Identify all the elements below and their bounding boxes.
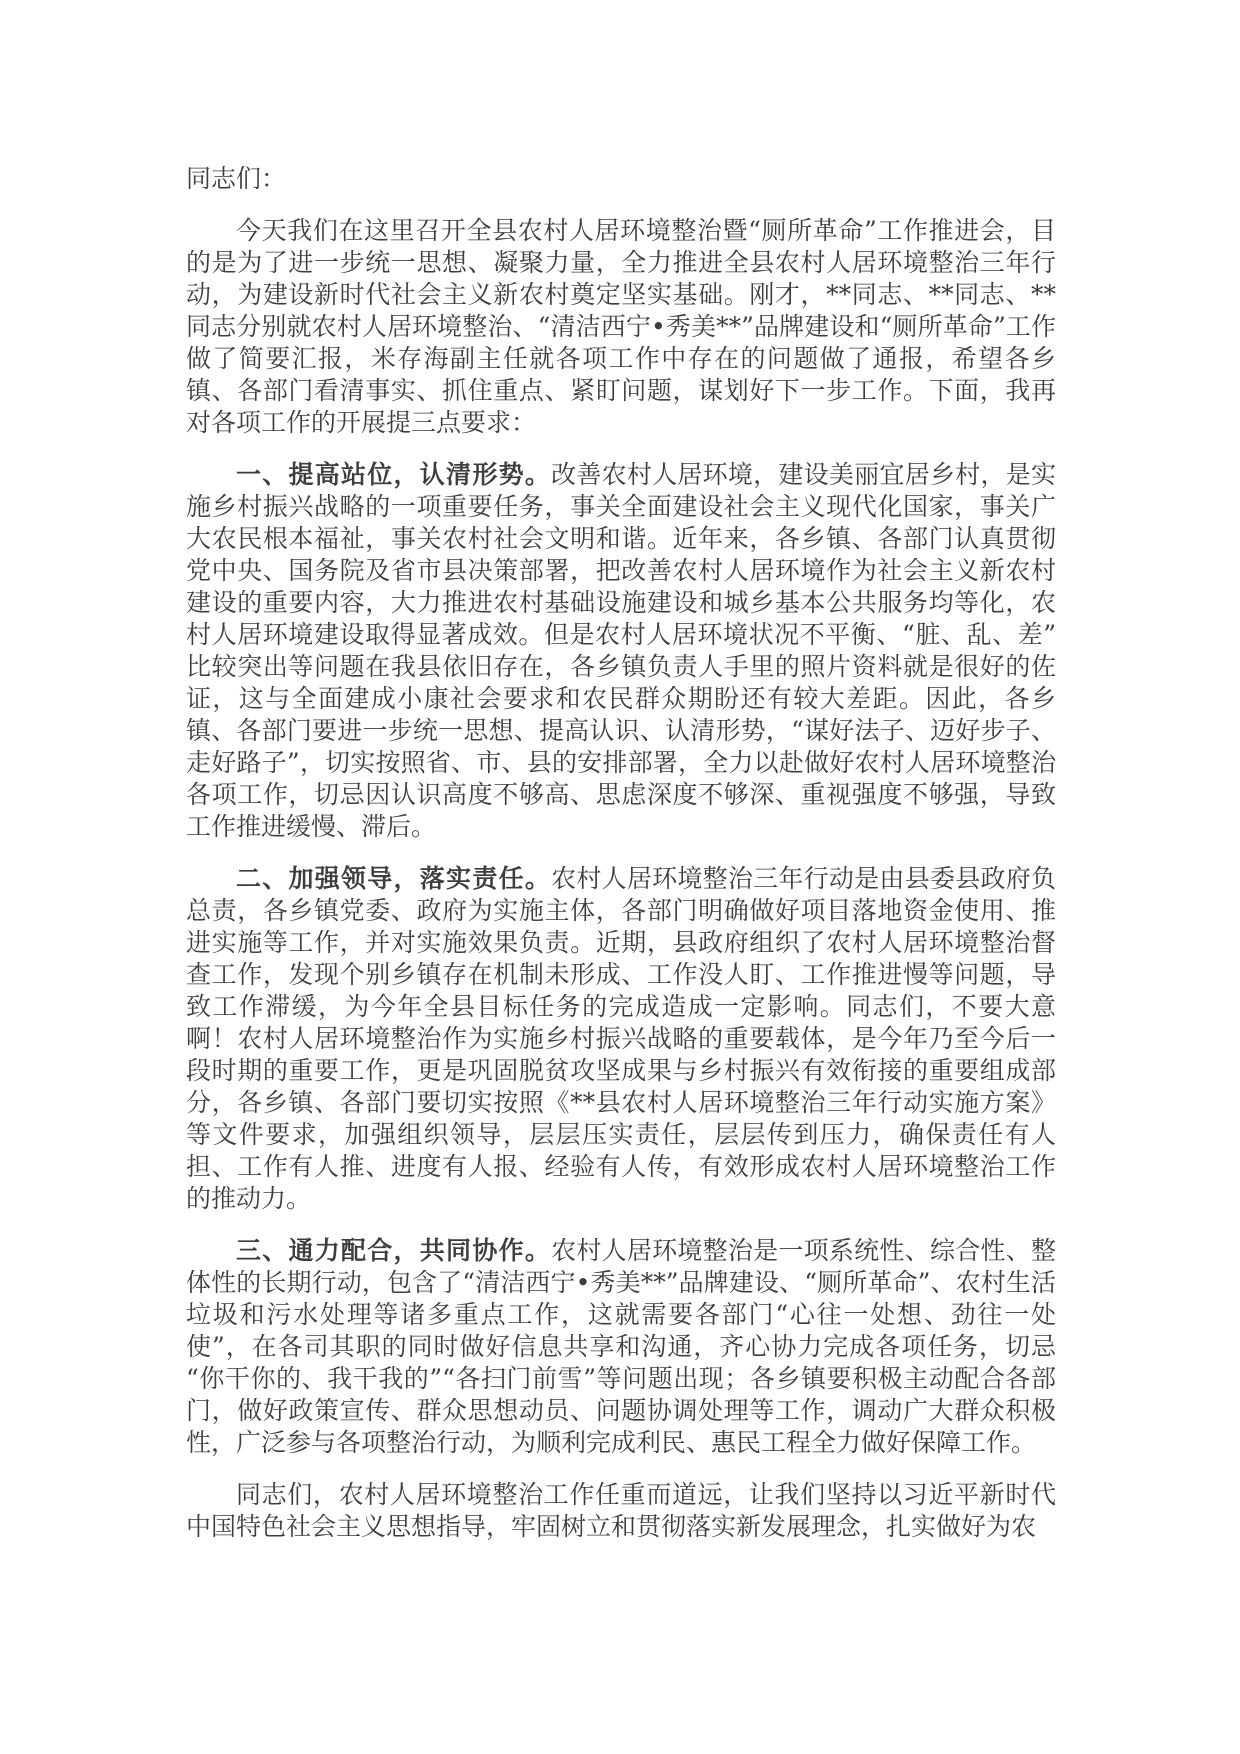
salutation: 同志们： [186, 164, 287, 193]
section-heading: 二、加强领导，落实责任。 [236, 864, 552, 893]
document-body [186, 215, 1056, 1543]
body-paragraph: 同志们，农村人居环境整治工作任重而道远，让我们坚持以习近平新时代中国特色社会主义思想指导，牢固树立和贯彻落实新发展理念，扎实做好为农 [186, 1480, 1056, 1541]
section-heading: 三、通力配合，共同协作。 [236, 1236, 552, 1265]
body-paragraph: 今天我们在这里召开全县农村人居环境整治暨“厕所革命”工作推进会，目的是为了进一步统一思想、凝聚力量，全力推进全县农村人居环境整治三年行动，为建设新时代社会主义新农村奠定坚实基础。刚才，**同志、**同志、**同志分别就农村人居环境整治、“清洁西宁•秀美**”品牌建设和“厕所革命”工作做了简要汇报，米存海副主任就各项工作中存在的问题做了通报，希望各乡镇、各部门看清事实、抓住重点、紧盯问题，谋划好下一步工作。下面，我再对各项工作的开展提三点要求： [186, 216, 1056, 437]
section-paragraph: 一、提高站位，认清形势。改善农村人居环境，建设美丽宜居乡村，是实施乡村振兴战略的一项重要任务，事关全面建设社会主义现代化国家，事关广大农民根本福祉，事关农村社会文明和谐。近年来，各乡镇、各部门认真贯彻党中央、国务院及省市县决策部署，把改善农村人居环境作为社会主义新农村建设的重要内容，大力推进农村基础设施建设和城乡基本公共服务均等化，农村人居环境建设取得显著成效。但是农村人居环境状况不平衡、“脏、乱、差”比较突出等问题在我县依旧存在，各乡镇负责人手里的照片资料就是很好的佐证，这与全面建成小康社会要求和农民群众期盼还有较大差距。因此，各乡镇、各部门要进一步统一思想、提高认识、认清形势，“谋好法子、迈好步子、走好路子”，切实按照省、市、县的安排部署，全力以赴做好农村人居环境整治各项工作，切忌因认识高度不够高、思虑深度不够深、重视强度不够强，导致工作推进缓慢、滞后。 [186, 460, 1056, 841]
section-paragraph: 三、通力配合，共同协作。农村人居环境整治是一项系统性、综合性、整体性的长期行动，包含了“清洁西宁•秀美**”品牌建设、“厕所革命”、农村生活垃圾和污水处理等诸多重点工作，这就需要各部门“心往一处想、劲往一处使”，在各司其职的同时做好信息共享和沟通，齐心协力完成各项任务，切忌“你干你的、我干我的”“各扫门前雪”等问题出现；各乡镇要积极主动配合各部门，做好政策宣传、群众思想动员、问题协调处理等工作，调动广大群众积极性，广泛参与各项整治行动，为顺利完成利民、惠民工程全力做好保障工作。 [186, 1236, 1056, 1457]
section-paragraph: 二、加强领导，落实责任。农村人居环境整治三年行动是由县委县政府负总责，各乡镇党委、政府为实施主体，各部门明确做好项目落地资金使用、推进实施等工作，并对实施效果负责。近期，县政府组织了农村人居环境整治督查工作，发现个别乡镇存在机制未形成、工作没人盯、工作推进慢等问题，导致工作滞缓，为今年全县目标任务的完成造成一定影响。同志们，不要大意啊！农村人居环境整治作为实施乡村振兴战略的重要载体，是今年乃至今后一段时期的重要工作，更是巩固脱贫攻坚成果与乡村振兴有效衔接的重要组成部分，各乡镇、各部门要切实按照《**县农村人居环境整治三年行动实施方案》等文件要求，加强组织领导，层层压实责任，层层传到压力，确保责任有人担、工作有人推、进度有人报、经验有人传，有效形成农村人居环境整治工作的推动力。 [186, 864, 1056, 1213]
section-heading: 一、提高站位，认清形势。 [236, 460, 552, 489]
